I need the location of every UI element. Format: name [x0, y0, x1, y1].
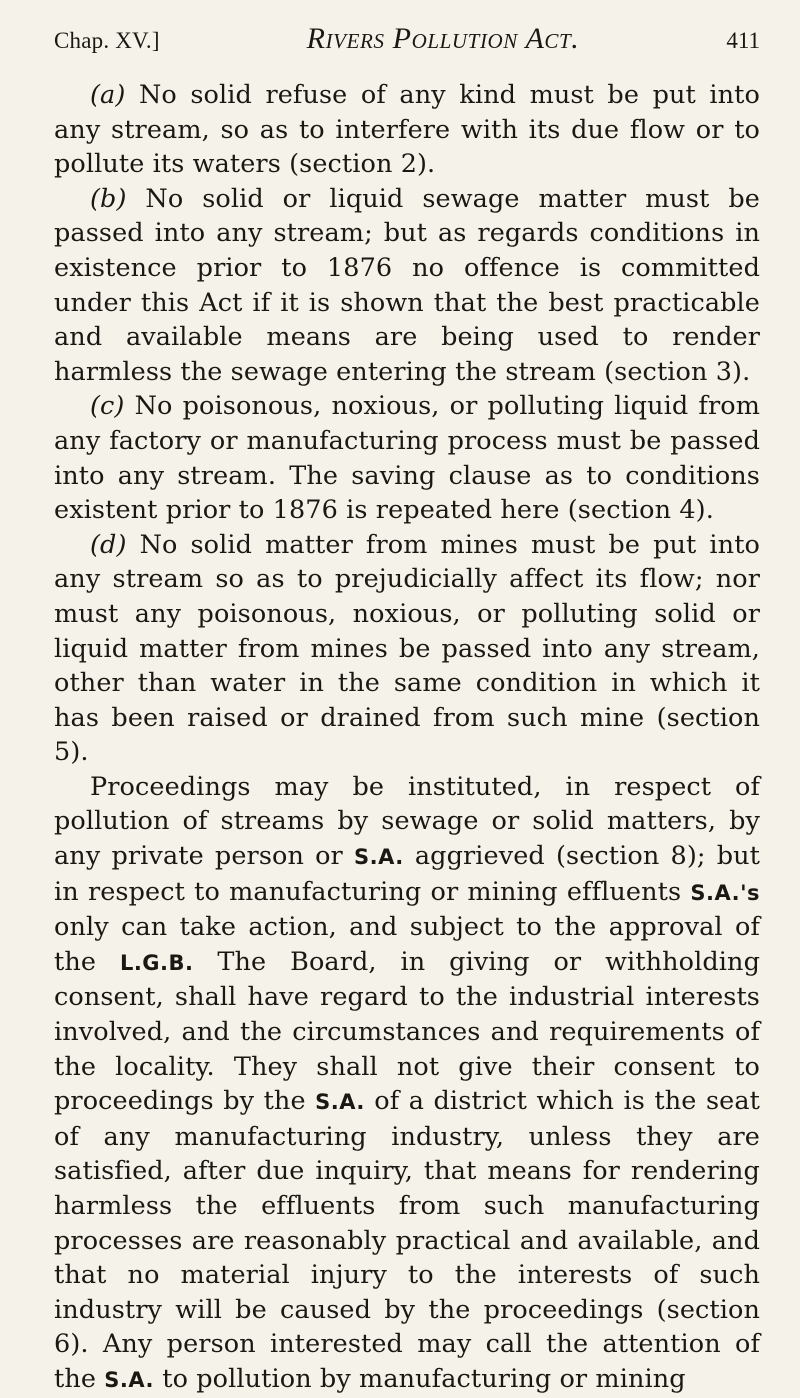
sanitary-authority-abbrev: S.A. [315, 1090, 365, 1115]
sanitary-authority-abbrev: S.A. [104, 1367, 155, 1392]
book-page [54, 22, 760, 1398]
proceedings-text: to pollution by manufacturing or mining [154, 1363, 686, 1394]
section-text: No solid matter from mines must be put into any stream so as to prejudicially affect its flow; nor must any poisonous, noxious, or polluting solid or liquid matter from mines be passed into any stream, other than water in the same condition in which it has been raised or drained from such mine (section 5). [54, 529, 760, 768]
proceedings-text: of a district which is the seat of any manufacturing industry, unless they are satisfied, after due inquiry, that means for rendering harmless the effluents from such manufacturing processes are reasonably practical and available, and that no material injury to the interests of such industry will be caused by the proceedings (section 6). Any person interested may call the attention of the [54, 1086, 760, 1394]
proceedings-text: The Board, in giving or withholding consent, shall have regard to the industrial interests involved, and the circumstances and requirements of the locality. They shall not give their consent to proceedings by the [54, 946, 760, 1117]
section-label: (d) [90, 529, 127, 560]
section-label: (a) [90, 80, 126, 110]
section-b [54, 182, 760, 390]
page-number: 411 [726, 28, 760, 53]
section-c [54, 389, 760, 527]
proceedings-text: only can take action, and subject to the approval of the [54, 912, 760, 977]
proceedings-text: Proceedings may be instituted, in respect of pollution of streams by sewage or solid matters, by any private person or [54, 771, 760, 872]
proceedings-text: aggrieved (section 8); but in respect to manufacturing or mining effluents [54, 841, 760, 907]
section-text: No solid or liquid sewage matter must be passed into any stream; but as regards conditions in existence prior to 1876 no offence is committed under this Act if it is shown that the best practicable and available means are being used to render harmless the sewage entering the stream (section 3). [54, 183, 760, 387]
section-label: (c) [90, 391, 125, 422]
section-text: No poisonous, noxious, or polluting liquid from any factory or manufacturing process must be passed into any stream. The saving clause as to conditions existent prior to 1876 is repeated here (section 4). [54, 391, 760, 526]
body-text [54, 78, 760, 1398]
lgb-abbrev: L.G.B. [119, 950, 194, 975]
sanitary-authority-abbrev: S.A. [353, 845, 404, 870]
sanitary-authority-abbrev: S.A.'s [690, 880, 760, 905]
section-label: (b) [90, 183, 127, 214]
chapter-reference: Chap. XV.] [54, 28, 160, 53]
running-title: Rivers Pollution Act. [306, 22, 580, 55]
section-text: No solid refuse of any kind must be put into any stream, so as to interfere with its due flow or to pollute its waters (section 2). [54, 80, 760, 180]
proceedings-paragraph [54, 770, 760, 1398]
section-a [54, 78, 760, 182]
section-d [54, 528, 760, 770]
running-head [54, 22, 760, 78]
